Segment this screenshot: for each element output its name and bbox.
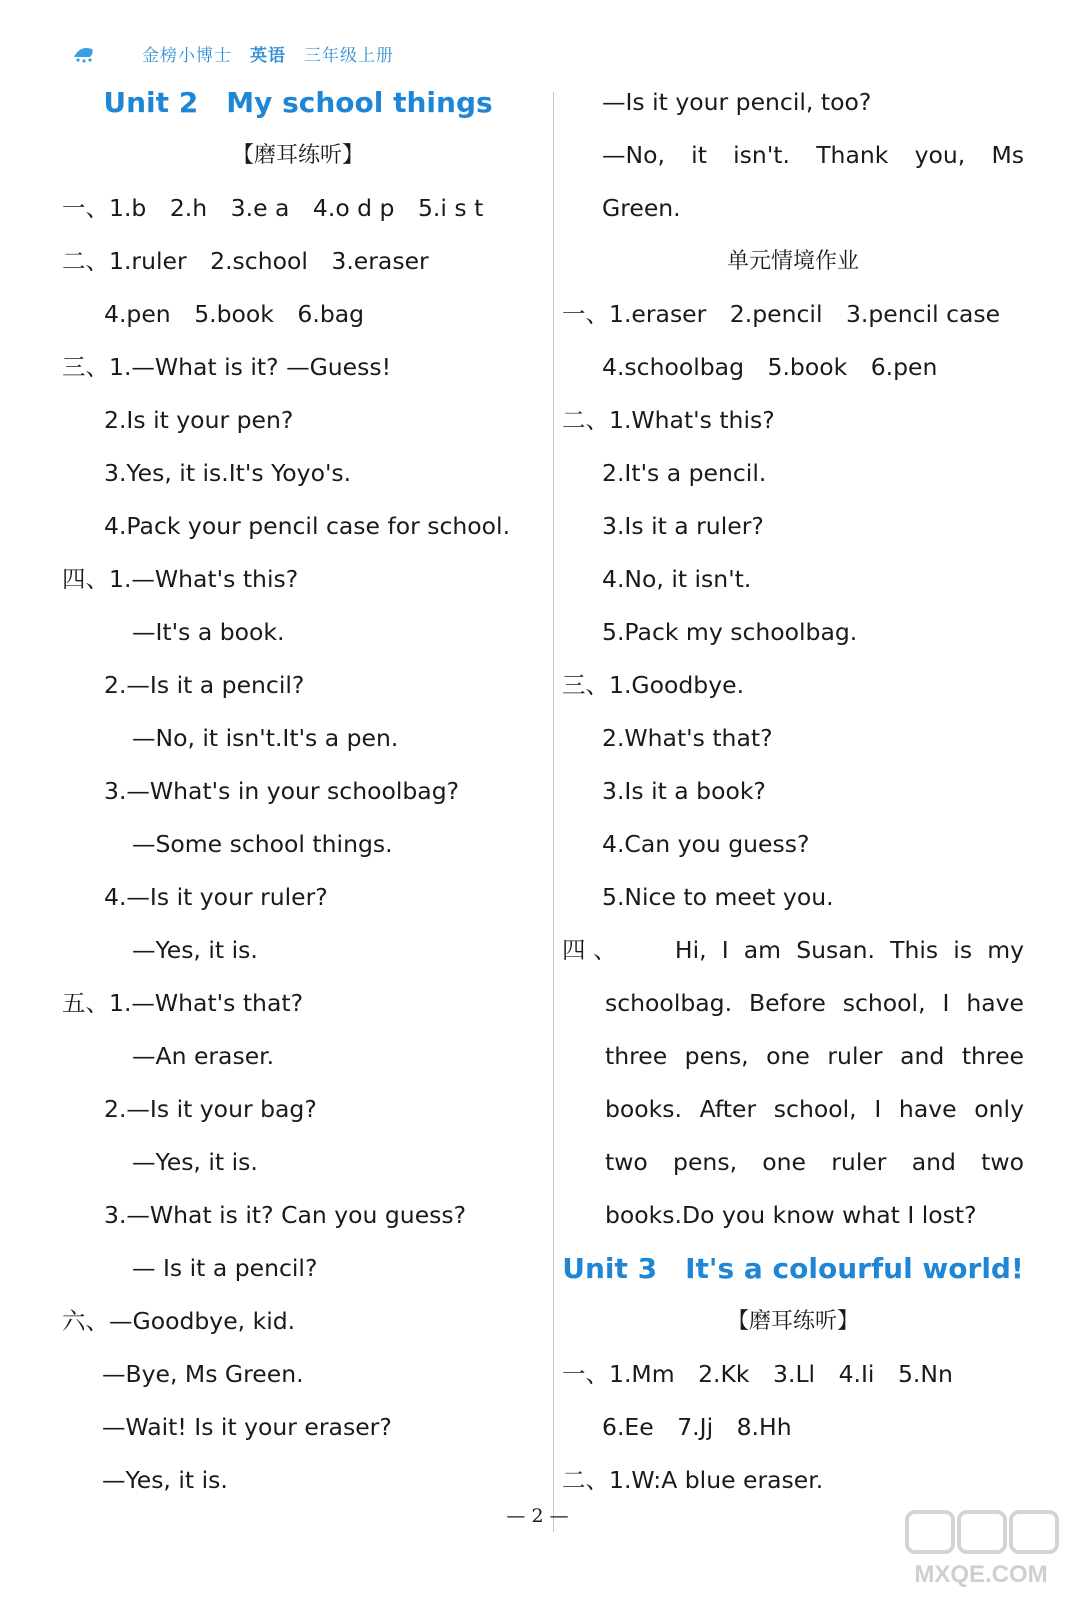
page-header — [72, 38, 412, 68]
left-line-20: 2.—Is it your bag? — [104, 1095, 317, 1123]
right-line-23: Unit 3 It's a colourful world! — [562, 1252, 1024, 1285]
right-line-14: 3.Is it a book? — [602, 777, 766, 805]
right-line-1: —Is it your pencil, too? — [602, 88, 872, 116]
header-subject: 英语 — [250, 45, 286, 66]
left-line-11: —It's a book. — [132, 618, 285, 646]
left-line-24: 六、—Goodbye, kid. — [62, 1307, 296, 1335]
right-line-4: 单元情境作业 — [726, 249, 859, 274]
right-line-20: books. After school, I have only — [605, 1095, 1024, 1123]
left-line-25: —Bye, Ms Green. — [102, 1360, 304, 1388]
left-line-26: —Wait! Is it your eraser? — [102, 1413, 392, 1441]
left-line-18: 五、1.—What's that? — [62, 989, 304, 1017]
header-grade: 三年级上册 — [304, 45, 394, 66]
left-line-9: 4.Pack your pencil case for school. — [104, 512, 511, 540]
left-line-4: 二、1.ruler 2.school 3.eraser — [62, 247, 429, 275]
left-line-12: 2.—Is it a pencil? — [104, 671, 305, 699]
left-line-7: 2.Is it your pen? — [104, 406, 294, 434]
right-line-5: 一、1.eraser 2.pencil 3.pencil case — [562, 300, 1001, 328]
right-line-18: schoolbag. Before school, I have — [605, 989, 1024, 1017]
right-line-25: 一、1.Mm 2.Kk 3.Ll 4.Ii 5.Nn — [562, 1360, 953, 1388]
left-line-3: 一、1.b 2.h 3.e a 4.o d p 5.i s t — [62, 194, 484, 222]
left-line-5: 4.pen 5.book 6.bag — [104, 300, 365, 328]
left-line-16: 4.—Is it your ruler? — [104, 883, 328, 911]
right-line-12: 三、1.Goodbye. — [562, 671, 745, 699]
left-line-2: 【磨耳练听】 — [231, 143, 364, 168]
watermark-text: MXQE.COM — [914, 1561, 1048, 1588]
left-line-6: 三、1.—What is it? —Guess! — [62, 353, 392, 381]
left-line-15: —Some school things. — [132, 830, 393, 858]
right-line-16: 5.Nice to meet you. — [602, 883, 834, 911]
right-line-26: 6.Ee 7.Jj 8.Hh — [602, 1413, 792, 1441]
left-line-17: —Yes, it is. — [132, 936, 258, 964]
page-number: — 2 — — [506, 1505, 569, 1527]
left-line-21: —Yes, it is. — [132, 1148, 258, 1176]
left-line-8: 3.Yes, it is.It's Yoyo's. — [104, 459, 352, 487]
column-divider — [553, 92, 554, 1532]
right-line-24: 【磨耳练听】 — [726, 1309, 859, 1334]
right-line-2: —No, it isn't. Thank you, Ms — [602, 141, 1024, 169]
right-line-27: 二、1.W:A blue eraser. — [562, 1466, 824, 1494]
right-line-13: 2.What's that? — [602, 724, 773, 752]
right-line-11: 5.Pack my schoolbag. — [602, 618, 858, 646]
right-line-8: 2.It's a pencil. — [602, 459, 767, 487]
right-line-15: 4.Can you guess? — [602, 830, 810, 858]
left-line-1: Unit 2 My school things — [103, 86, 493, 119]
left-line-14: 3.—What's in your schoolbag? — [104, 777, 460, 805]
right-line-10: 4.No, it isn't. — [602, 565, 752, 593]
right-line-22: books.Do you know what I lost? — [605, 1201, 977, 1229]
book-logo-icon — [72, 43, 96, 63]
left-line-23: — Is it a pencil? — [132, 1254, 318, 1282]
answer-stamp-icon — [901, 1508, 1061, 1590]
right-line-7: 二、1.What's this? — [562, 406, 775, 434]
right-line-9: 3.Is it a ruler? — [602, 512, 764, 540]
header-brand: 金榜小博士 — [142, 45, 232, 66]
right-line-19: three pens, one ruler and three — [605, 1042, 1024, 1070]
left-line-13: —No, it isn't.It's a pen. — [132, 724, 399, 752]
right-line-21: two pens, one ruler and two — [605, 1148, 1024, 1176]
right-line-17: 四、 Hi, I am Susan. This is my — [562, 936, 1024, 964]
right-line-3: Green. — [602, 194, 681, 222]
left-line-10: 四、1.—What's this? — [62, 565, 299, 593]
right-line-6: 4.schoolbag 5.book 6.pen — [602, 353, 938, 381]
left-line-27: —Yes, it is. — [102, 1466, 228, 1494]
left-line-19: —An eraser. — [132, 1042, 275, 1070]
left-line-22: 3.—What is it? Can you guess? — [104, 1201, 467, 1229]
